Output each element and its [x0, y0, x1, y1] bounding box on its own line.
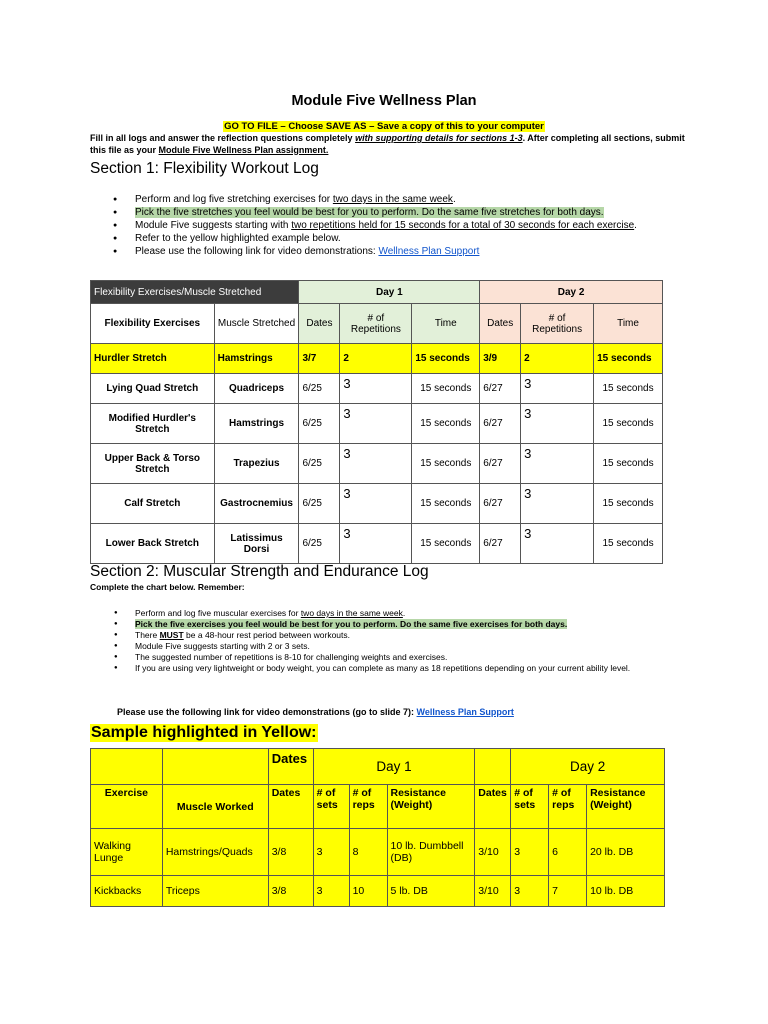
table-row: Lying Quad Stretch Quadriceps 6/25 3 15 seconds 6/27 3 15 seconds: [91, 374, 663, 404]
list-item: ● Module Five suggests starting with two repetitions held for 15 seconds for a total of 30 seconds for each exercise.: [90, 219, 690, 232]
col-header: # of sets: [313, 785, 349, 829]
fill-in-instruction: Fill in all logs and answer the reflection questions completely with supporting details for sections 1-3. After completing all sections, submit this file as your Module Five Wellness Plan assignment.: [90, 133, 685, 155]
save-instruction: GO TO FILE – Choose SAVE AS – Save a copy of this to your computer: [224, 121, 544, 132]
list-item: ● Refer to the yellow highlighted example below.: [90, 232, 690, 245]
list-item: ● Please use the following link for video demonstrations: Wellness Plan Support: [90, 245, 690, 258]
col-header: Flexibility Exercises: [91, 304, 215, 344]
table-row: Kickbacks Triceps 3/8 3 10 5 lb. DB 3/10 3 7 10 lb. DB: [91, 876, 665, 907]
list-item: ● Perform and log five muscular exercises for two days in the same week.: [90, 608, 680, 619]
col-header: Dates: [268, 785, 313, 829]
col-header: Exercise: [91, 785, 163, 829]
day2-header: Day 2: [511, 749, 665, 785]
col-header: # of sets: [511, 785, 549, 829]
table-group-header: Flexibility Exercises/Muscle Stretched: [91, 281, 299, 304]
wellness-plan-support-link[interactable]: Wellness Plan Support: [378, 246, 480, 257]
section2-bullets: [90, 608, 680, 674]
col-header: # of Repetitions: [521, 304, 594, 344]
sample-row: Hurdler Stretch Hamstrings 3/7 2 15 seconds 3/9 2 15 seconds: [91, 344, 663, 374]
col-header: Dates: [480, 304, 521, 344]
flexibility-log-table: [90, 280, 663, 564]
section2-heading: Section 2: Muscular Strength and Endurance Log: [90, 563, 429, 580]
list-item: ● Pick the five stretches you feel would be best for you to perform. Do the same five stretches for both days.: [90, 206, 690, 219]
video-link-note: Please use the following link for video demonstrations (go to slide 7): Wellness Plan Support: [117, 707, 514, 717]
day1-header: Day 1: [299, 281, 480, 304]
table-row: Walking Lunge Hamstrings/Quads 3/8 3 8 10 lb. Dumbbell (DB) 3/10 3 6 20 lb. DB: [91, 829, 665, 876]
col-header: Dates: [299, 304, 340, 344]
table-row: Calf Stretch Gastrocnemius 6/25 3 15 seconds 6/27 3 15 seconds: [91, 484, 663, 524]
col-header: # of reps: [349, 785, 387, 829]
section1-heading: Section 1: Flexibility Workout Log: [90, 160, 319, 177]
page-title: Module Five Wellness Plan: [291, 93, 477, 109]
dates-header: Dates: [268, 749, 313, 785]
sample-heading: Sample highlighted in Yellow:: [91, 724, 317, 741]
complete-note: Complete the chart below. Remember:: [90, 582, 245, 592]
list-item: ● Pick the five exercises you feel would be best for you to perform. Do the same five exercises for both days.: [90, 619, 680, 630]
col-header: # of reps: [549, 785, 587, 829]
list-item: ● Module Five suggests starting with 2 or 3 sets.: [90, 641, 680, 652]
col-header: Resistance (Weight): [387, 785, 475, 829]
wellness-plan-support-link[interactable]: Wellness Plan Support: [416, 707, 514, 717]
col-header: Time: [412, 304, 480, 344]
col-header: Time: [594, 304, 663, 344]
col-header: Resistance (Weight): [587, 785, 665, 829]
strength-log-table: [90, 748, 665, 907]
col-header: Muscle Worked: [162, 785, 268, 829]
list-item: ● There MUST be a 48-hour rest period between workouts.: [90, 630, 680, 641]
col-header: Dates: [475, 785, 511, 829]
section1-bullets: [90, 193, 690, 258]
list-item: ● If you are using very lightweight or body weight, you can complete as many as 18 repetitions depending on your current ability level.: [90, 663, 680, 674]
col-header: # of Repetitions: [340, 304, 412, 344]
day1-header: Day 1: [313, 749, 475, 785]
day2-header: Day 2: [480, 281, 663, 304]
list-item: ● The suggested number of repetitions is 8-10 for challenging weights and exercises.: [90, 652, 680, 663]
col-header: Muscle Stretched: [214, 304, 299, 344]
table-row: Upper Back & Torso Stretch Trapezius 6/25 3 15 seconds 6/27 3 15 seconds: [91, 444, 663, 484]
list-item: ● Perform and log five stretching exercises for two days in the same week.: [90, 193, 690, 206]
table-row: Modified Hurdler's Stretch Hamstrings 6/25 3 15 seconds 6/27 3 15 seconds: [91, 404, 663, 444]
table-row: Lower Back Stretch Latissimus Dorsi 6/25 3 15 seconds 6/27 3 15 seconds: [91, 524, 663, 564]
